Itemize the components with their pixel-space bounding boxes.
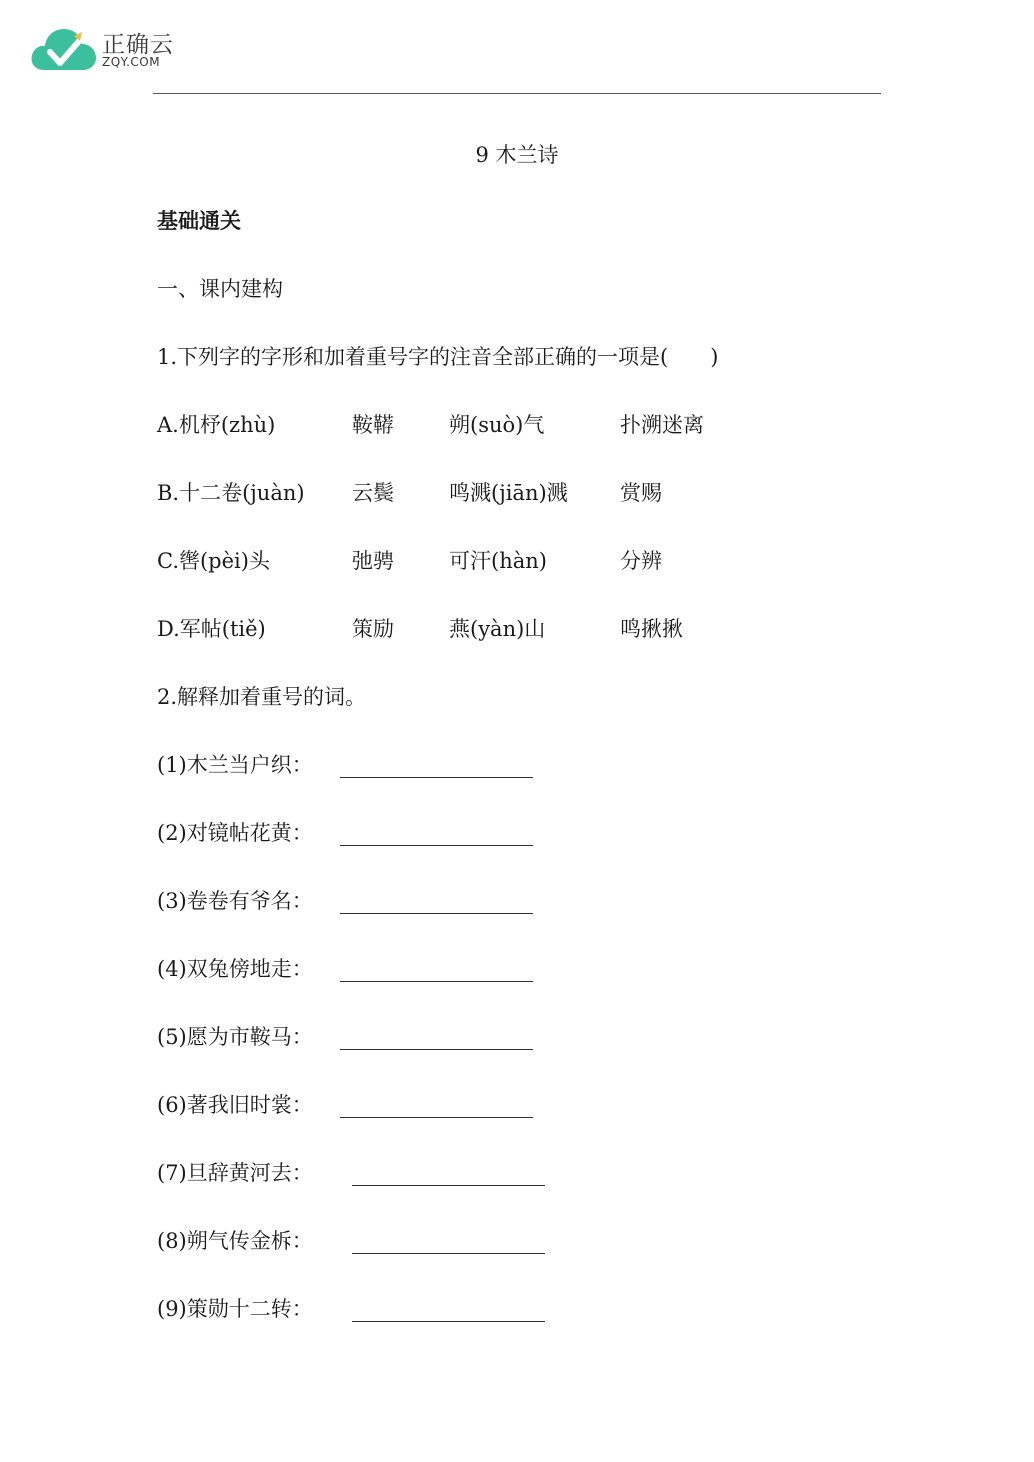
logo-english-text: ZQY.COM: [102, 55, 161, 69]
option-c-word-2: 弛骋: [352, 549, 394, 573]
q2-item-9-prompt: (9)策勋十二转：: [157, 1297, 313, 1321]
page-title: 9 木兰诗: [475, 143, 559, 167]
q2-item-3-answer-blank[interactable]: [340, 913, 533, 914]
q2-item-6-answer-blank[interactable]: [340, 1117, 533, 1118]
option-d-word-3: 燕(yàn)山: [449, 617, 546, 641]
option-c-word-3: 可汗(hàn): [449, 549, 547, 573]
option-c-label: C.辔(pèi)头: [157, 549, 270, 573]
section-heading: 基础通关: [157, 209, 241, 233]
option-a-label: A.机杼(zhù): [157, 413, 276, 437]
q2-item-9-answer-blank[interactable]: [352, 1321, 545, 1322]
option-d-word-2: 策励: [352, 617, 394, 641]
q2-item-4-prompt: (4)双兔傍地走：: [157, 957, 313, 981]
option-b-word-2: 云鬓: [352, 481, 394, 505]
q2-item-6-prompt: (6)著我旧时裳：: [157, 1093, 313, 1117]
option-d-label: D.军帖(tiě): [157, 617, 266, 641]
q2-item-1-answer-blank[interactable]: [340, 777, 533, 778]
option-b-word-4: 赏赐: [620, 481, 662, 505]
option-a-word-2: 鞍鞯: [352, 413, 394, 437]
logo-chinese-text: 正确云: [102, 32, 174, 58]
option-b-word-3: 鸣溅(jiān)溅: [449, 481, 568, 505]
cloud-check-icon: [30, 22, 98, 76]
q2-item-5-answer-blank[interactable]: [340, 1049, 533, 1050]
option-a-word-3: 朔(suò)气: [449, 413, 545, 437]
question-1-stem: 1.下列字的字形和加着重号字的注音全部正确的一项是( ): [157, 345, 719, 369]
q2-item-4-answer-blank[interactable]: [340, 981, 533, 982]
q2-item-1-prompt: (1)木兰当户织：: [157, 753, 313, 777]
option-b-label: B.十二卷(juàn): [157, 481, 305, 505]
q2-item-2-answer-blank[interactable]: [340, 845, 533, 846]
q2-item-8-answer-blank[interactable]: [352, 1253, 545, 1254]
q2-item-5-prompt: (5)愿为市鞍马：: [157, 1025, 313, 1049]
option-c-word-4: 分辨: [620, 549, 662, 573]
q2-item-7-prompt: (7)旦辞黄河去：: [157, 1161, 313, 1185]
question-2-stem: 2.解释加着重号的词。: [157, 685, 367, 709]
q2-item-8-prompt: (8)朔气传金柝：: [157, 1229, 313, 1253]
q2-item-3-prompt: (3)卷卷有爷名：: [157, 889, 313, 913]
q2-item-7-answer-blank[interactable]: [352, 1185, 545, 1186]
option-d-word-4: 鸣揪揪: [620, 617, 683, 641]
option-a-word-4: 扑溯迷离: [620, 413, 704, 437]
zqy-logo: [30, 22, 190, 76]
subsection-heading: 一、课内建构: [157, 277, 283, 301]
header-divider: [153, 93, 881, 94]
q2-item-2-prompt: (2)对镜帖花黄：: [157, 821, 313, 845]
